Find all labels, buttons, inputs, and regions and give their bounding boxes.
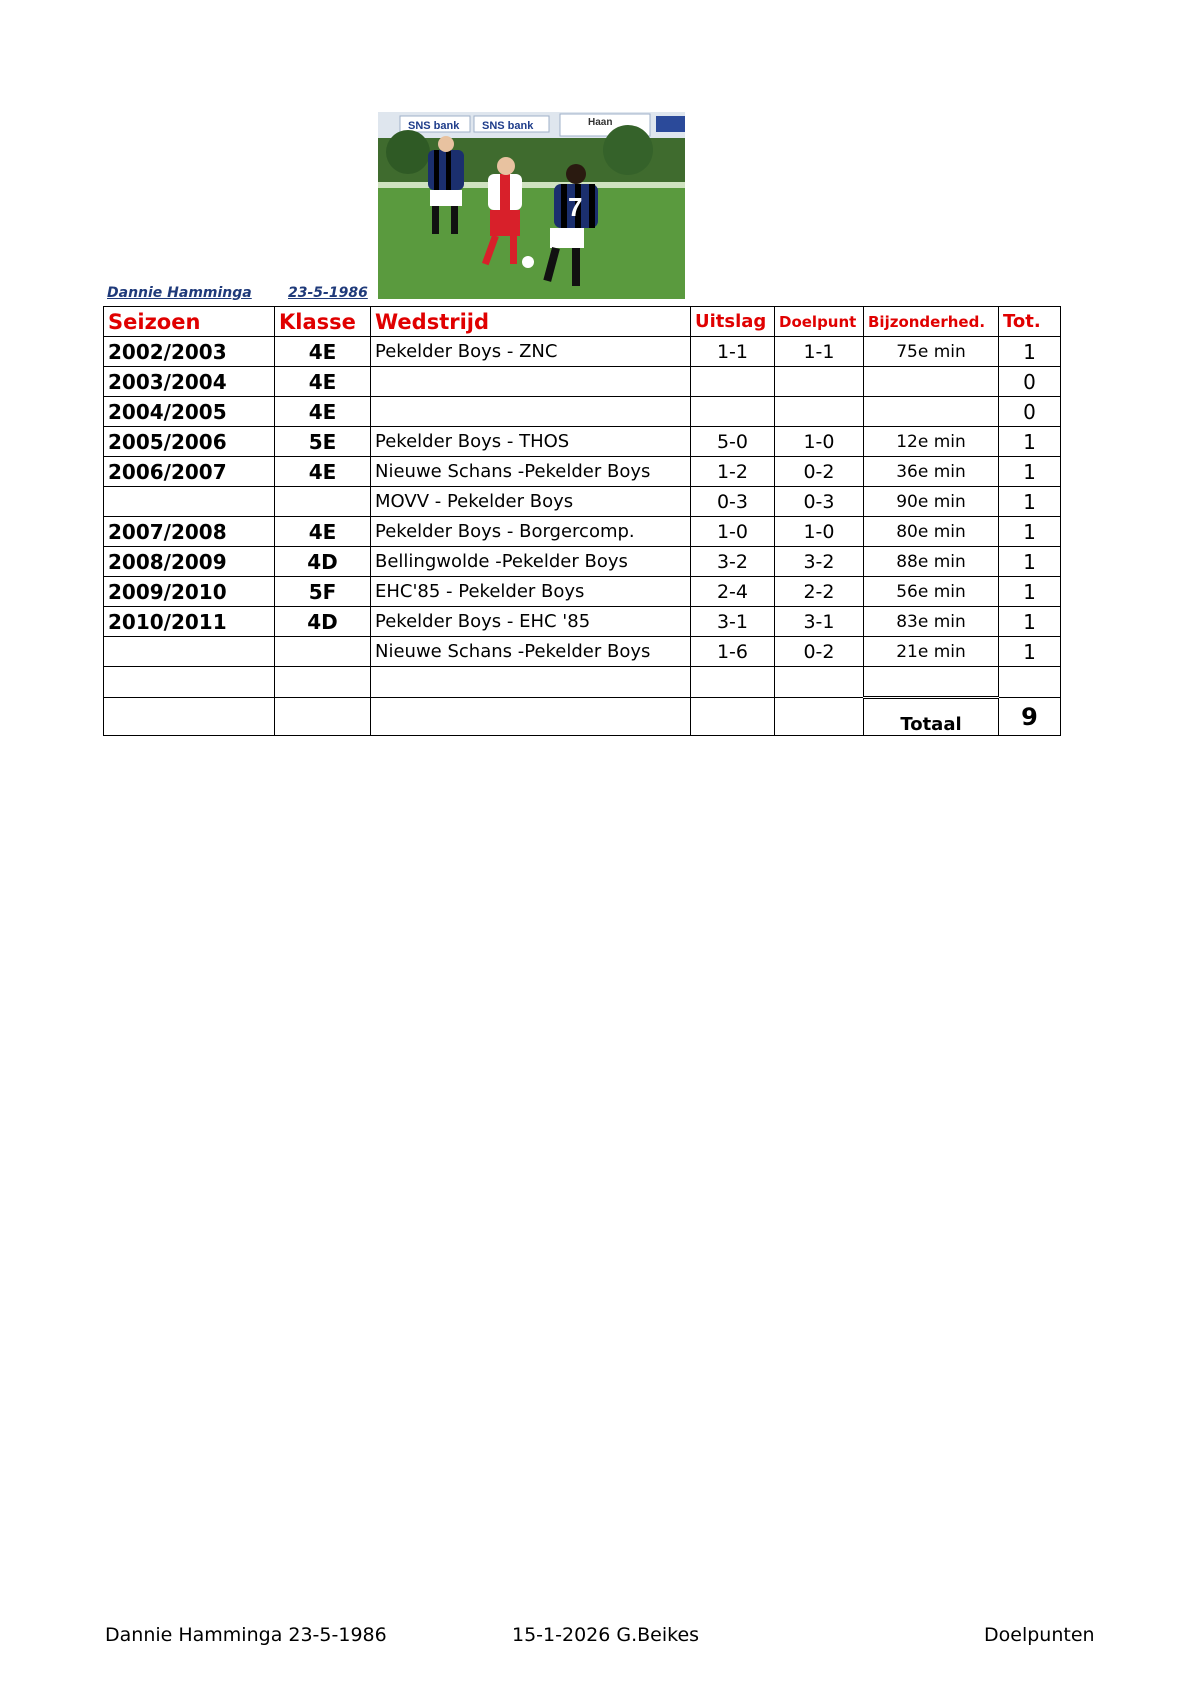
note-cell: 88e min <box>864 547 999 577</box>
goal-cell <box>775 397 864 427</box>
goal-cell <box>775 667 864 698</box>
header-seizoen: Seizoen <box>104 307 275 337</box>
match-cell: MOVV - Pekelder Boys <box>371 487 691 517</box>
footer-center: 15-1-2026 G.Beikes <box>512 1624 700 1646</box>
season-cell: 2007/2008 <box>104 517 275 547</box>
match-cell <box>371 667 691 698</box>
header-uitslag: Uitslag <box>691 307 775 337</box>
season-cell: 2009/2010 <box>104 577 275 607</box>
season-cell: 2010/2011 <box>104 607 275 637</box>
match-cell: Pekelder Boys - ZNC <box>371 337 691 367</box>
table-row <box>104 577 1061 607</box>
season-cell <box>104 637 275 667</box>
table-row <box>104 457 1061 487</box>
result-cell: 5-0 <box>691 427 775 457</box>
table-row <box>104 517 1061 547</box>
match-photo-illustration <box>378 112 685 299</box>
result-cell: 3-2 <box>691 547 775 577</box>
table-row <box>104 397 1061 427</box>
table-row <box>104 547 1061 577</box>
result-cell: 0-3 <box>691 487 775 517</box>
banner-text: SNS bank <box>408 120 460 132</box>
tot-cell: 1 <box>999 547 1061 577</box>
goal-cell: 0-2 <box>775 637 864 667</box>
birth-date: 23-5-1986 <box>288 285 368 301</box>
tot-cell: 1 <box>999 577 1061 607</box>
klasse-cell: 4E <box>275 457 371 487</box>
note-cell: 80e min <box>864 517 999 547</box>
table-header-row <box>104 307 1061 337</box>
result-cell: 1-6 <box>691 637 775 667</box>
table-row <box>104 667 1061 698</box>
header-klasse: Klasse <box>275 307 371 337</box>
goal-cell: 0-2 <box>775 457 864 487</box>
klasse-cell: 4E <box>275 397 371 427</box>
goal-cell: 1-0 <box>775 427 864 457</box>
season-cell: 2003/2004 <box>104 367 275 397</box>
table-row <box>104 637 1061 667</box>
note-cell <box>864 667 999 698</box>
empty-cell <box>371 698 691 736</box>
header-tot: Tot. <box>999 307 1061 337</box>
klasse-cell: 4D <box>275 547 371 577</box>
result-cell <box>691 367 775 397</box>
table-row <box>104 337 1061 367</box>
goal-cell <box>775 367 864 397</box>
match-cell: EHC'85 - Pekelder Boys <box>371 577 691 607</box>
match-cell: Pekelder Boys - THOS <box>371 427 691 457</box>
table-row <box>104 367 1061 397</box>
result-cell: 2-4 <box>691 577 775 607</box>
table-row <box>104 487 1061 517</box>
season-cell <box>104 667 275 698</box>
match-cell <box>371 397 691 427</box>
match-photo <box>378 112 685 299</box>
match-cell: Bellingwolde -Pekelder Boys <box>371 547 691 577</box>
goal-cell: 1-0 <box>775 517 864 547</box>
result-cell <box>691 667 775 698</box>
note-cell: 21e min <box>864 637 999 667</box>
header-wedstrijd: Wedstrijd <box>371 307 691 337</box>
table-row <box>104 427 1061 457</box>
header-doelpunt: Doelpunt <box>775 307 864 337</box>
banner-text: SNS bank <box>482 120 534 132</box>
goal-cell: 0-3 <box>775 487 864 517</box>
player-name: Dannie Hamminga <box>107 285 252 301</box>
tot-cell: 1 <box>999 637 1061 667</box>
note-cell: 75e min <box>864 337 999 367</box>
season-cell: 2002/2003 <box>104 337 275 367</box>
table-row <box>104 607 1061 637</box>
total-row <box>104 698 1061 736</box>
header-bijzonderheden: Bijzonderhed. <box>864 307 999 337</box>
footer-right: Doelpunten <box>984 1624 1095 1646</box>
match-cell: Nieuwe Schans -Pekelder Boys <box>371 637 691 667</box>
season-cell: 2005/2006 <box>104 427 275 457</box>
tot-cell: 1 <box>999 457 1061 487</box>
klasse-cell: 4E <box>275 517 371 547</box>
match-cell: Pekelder Boys - Borgercomp. <box>371 517 691 547</box>
match-cell <box>371 367 691 397</box>
klasse-cell <box>275 667 371 698</box>
goal-cell: 1-1 <box>775 337 864 367</box>
klasse-cell: 5F <box>275 577 371 607</box>
note-cell: 90e min <box>864 487 999 517</box>
tot-cell: 0 <box>999 367 1061 397</box>
season-cell: 2006/2007 <box>104 457 275 487</box>
match-cell: Pekelder Boys - EHC '85 <box>371 607 691 637</box>
total-value: 9 <box>999 698 1061 736</box>
goal-cell: 3-1 <box>775 607 864 637</box>
note-cell: 56e min <box>864 577 999 607</box>
result-cell: 1-1 <box>691 337 775 367</box>
season-cell: 2004/2005 <box>104 397 275 427</box>
tot-cell: 1 <box>999 607 1061 637</box>
empty-cell <box>275 698 371 736</box>
empty-cell <box>691 698 775 736</box>
tot-cell: 1 <box>999 487 1061 517</box>
goal-cell: 3-2 <box>775 547 864 577</box>
goal-cell: 2-2 <box>775 577 864 607</box>
empty-cell <box>775 698 864 736</box>
match-cell: Nieuwe Schans -Pekelder Boys <box>371 457 691 487</box>
note-cell: 83e min <box>864 607 999 637</box>
season-cell: 2008/2009 <box>104 547 275 577</box>
total-label: Totaal <box>864 698 999 736</box>
note-cell <box>864 367 999 397</box>
note-cell: 36e min <box>864 457 999 487</box>
result-cell: 1-2 <box>691 457 775 487</box>
note-cell <box>864 397 999 427</box>
klasse-cell: 5E <box>275 427 371 457</box>
result-cell <box>691 397 775 427</box>
klasse-cell: 4D <box>275 607 371 637</box>
season-cell <box>104 487 275 517</box>
banner-text: Haan <box>588 117 613 128</box>
tot-cell: 1 <box>999 517 1061 547</box>
tot-cell: 0 <box>999 397 1061 427</box>
note-cell: 12e min <box>864 427 999 457</box>
result-cell: 3-1 <box>691 607 775 637</box>
empty-cell <box>104 698 275 736</box>
tot-cell: 1 <box>999 337 1061 367</box>
result-cell: 1-0 <box>691 517 775 547</box>
footer-left: Dannie Hamminga 23-5-1986 <box>105 1624 387 1646</box>
klasse-cell <box>275 637 371 667</box>
shirt-number: 7 <box>568 192 583 222</box>
klasse-cell: 4E <box>275 337 371 367</box>
goals-table <box>103 306 1061 736</box>
klasse-cell <box>275 487 371 517</box>
tot-cell <box>999 667 1061 698</box>
tot-cell: 1 <box>999 427 1061 457</box>
klasse-cell: 4E <box>275 367 371 397</box>
